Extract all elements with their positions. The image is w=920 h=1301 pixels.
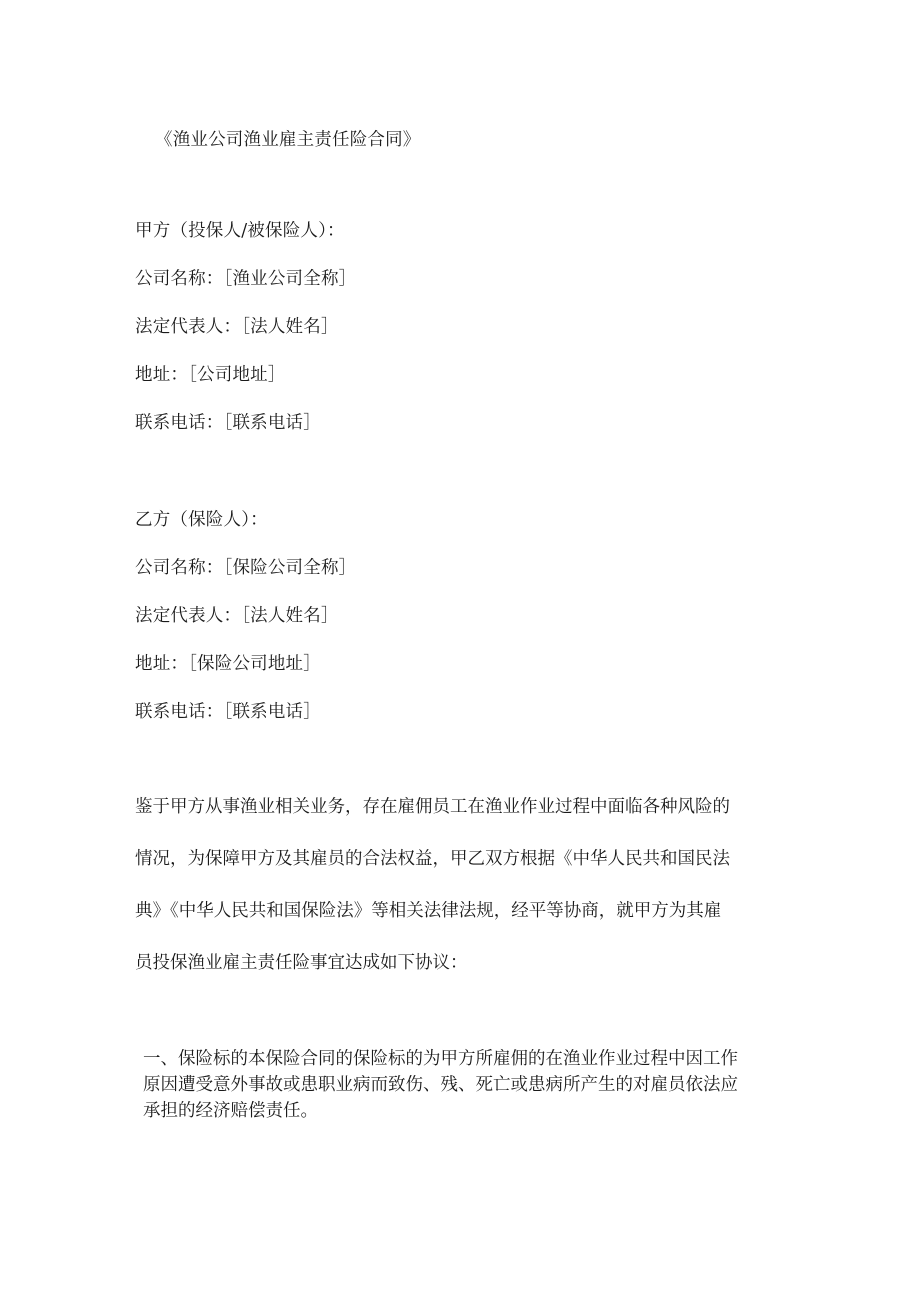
- party-a-legal-rep: 法定代表人：［法人姓名］: [135, 317, 339, 337]
- clause-1-paragraph: [143, 1046, 803, 1124]
- party-a-company-name: 公司名称：［渔业公司全称］: [135, 269, 357, 289]
- preamble-line: 典》《中华人民共和国保险法》等相关法律法规，经平等协商，就甲方为其雇: [135, 901, 722, 921]
- party-b-phone: 联系电话：［联系电话］: [135, 702, 321, 722]
- party-a-heading: 甲方（投保人/被保险人）：: [135, 221, 345, 241]
- clause-1-line: 原因遭受意外事故或患职业病而致伤、残、死亡或患病所产生的对雇员依法应: [143, 1075, 738, 1095]
- preamble-line: 情况，为保障甲方及其雇员的合法权益，甲乙双方根据《中华人民共和国民法: [135, 849, 730, 869]
- party-b-heading: 乙方（保险人）：: [135, 510, 268, 530]
- party-b-company-name: 公司名称：［保险公司全称］: [135, 558, 357, 578]
- preamble-paragraph: [135, 781, 795, 989]
- clause-1-line: 一、保险标的本保险合同的保险标的为甲方所雇佣的在渔业作业过程中因工作: [143, 1049, 738, 1069]
- party-b-address: 地址：［保险公司地址］: [135, 654, 321, 674]
- party-a-phone: 联系电话：［联系电话］: [135, 413, 321, 433]
- party-b-legal-rep: 法定代表人：［法人姓名］: [135, 606, 339, 626]
- preamble-line: 鉴于甲方从事渔业相关业务，存在雇佣员工在渔业作业过程中面临各种风险的: [135, 797, 730, 817]
- preamble-line: 员投保渔业雇主责任险事宜达成如下协议：: [135, 953, 468, 973]
- party-a-address: 地址：［公司地址］: [135, 365, 286, 385]
- clause-1-line: 承担的经济赔偿责任。: [143, 1101, 318, 1121]
- document-title: 《渔业公司渔业雇主责任险合同》: [155, 130, 421, 150]
